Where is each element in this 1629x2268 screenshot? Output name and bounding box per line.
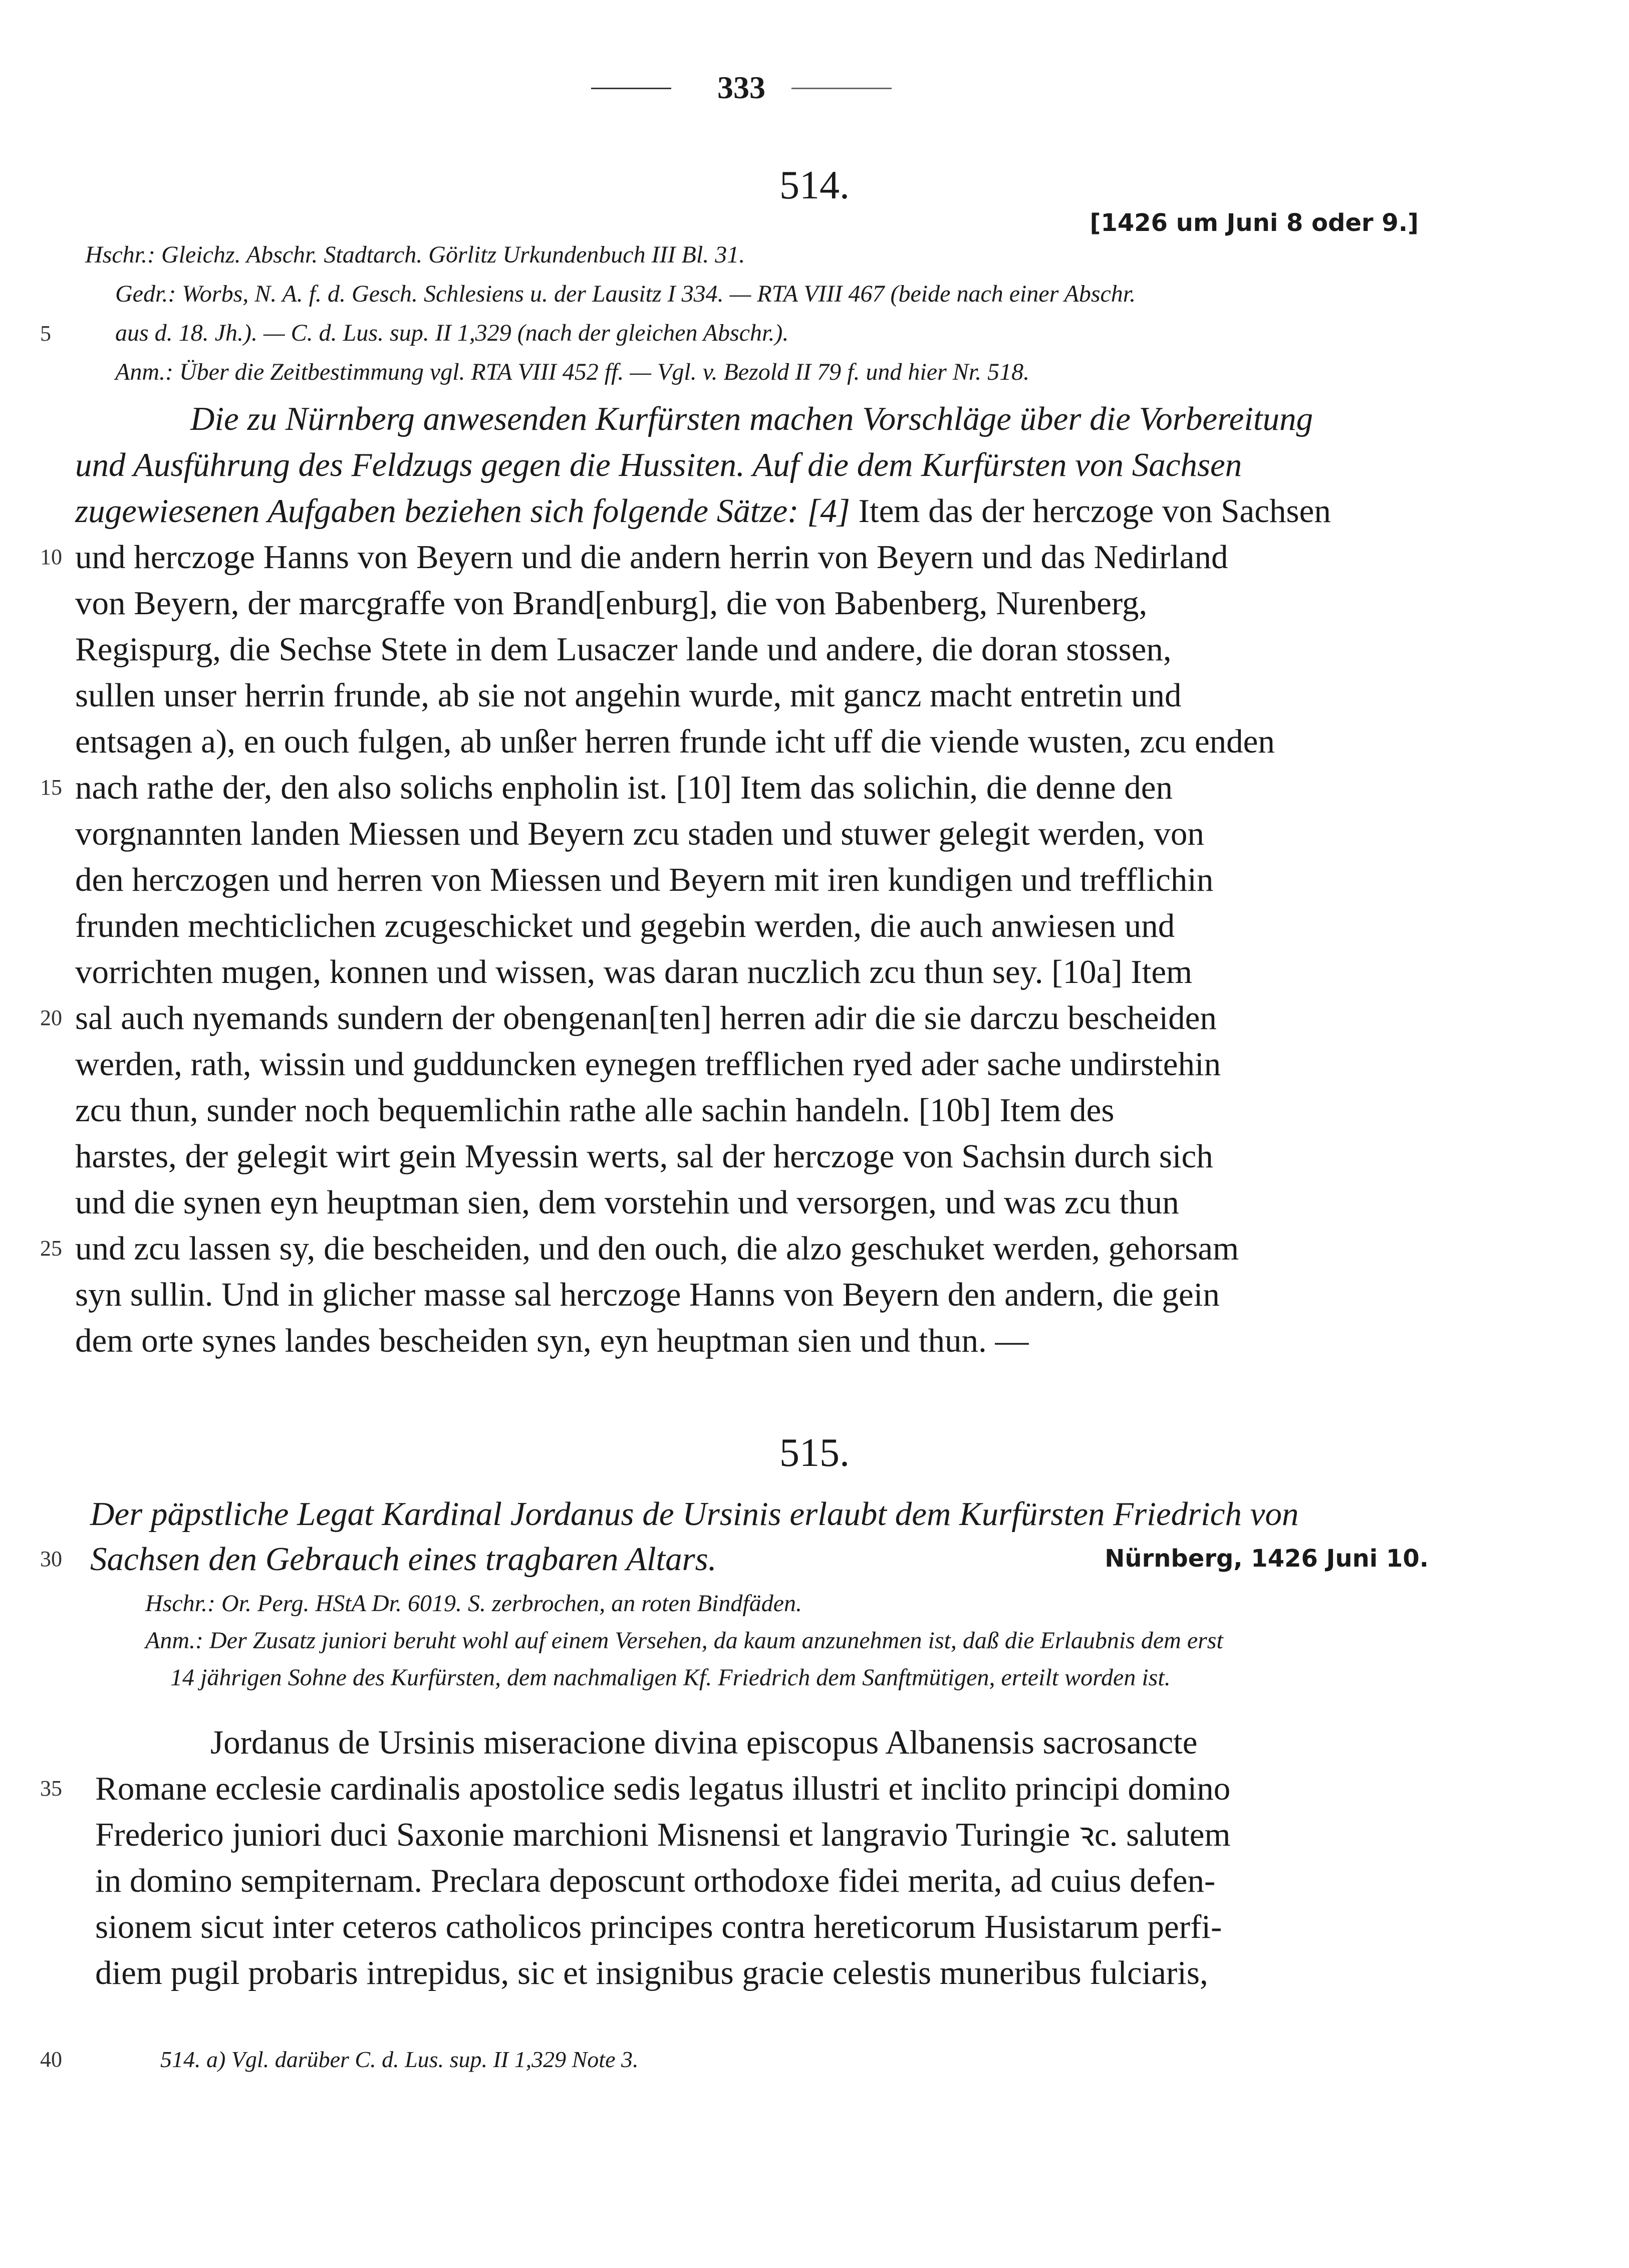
entry-514-text-start: Item das der herczoge von Sachsen — [850, 492, 1331, 530]
entry-515-meta-anm: Anm.: Der Zusatz juniori beruht wohl auf einem Versehen, da kaum anzunehmen ist, daß die Erlaubnis dem erst — [145, 1627, 1223, 1654]
entry-515-meta-anm-cont: 14 jährigen Sohne des Kurfürsten, dem nachmaligen Kf. Friedrich dem Sanftmütigen, erteilt worden ist. — [170, 1664, 1171, 1691]
footnote-514-a: 514. a) Vgl. darüber C. d. Lus. sup. II 1,329 Note 3. — [160, 2047, 639, 2072]
entry-514-text-line: und herczoge Hanns von Beyern und die andern herrin von Beyern und das Nedirland — [75, 539, 1228, 576]
entry-514-text-line: den herczogen und herren von Miessen und Beyern mit iren kundigen und trefflichin — [75, 861, 1214, 898]
entry-514-text-line: frunden mechticlichen zcugeschicket und gegebin werden, die auch anwiesen und — [75, 907, 1175, 944]
entry-514-text-line: von Beyern, der marcgraffe von Brand[enburg], die von Babenberg, Nurenberg, — [75, 585, 1148, 622]
entry-514-date: [1426 um Juni 8 oder 9.] — [1090, 209, 1419, 237]
entry-515-text-line: diem pugil probaris intrepidus, sic et insignibus gracie celestis muneribus fulciaris, — [95, 1954, 1208, 1991]
entry-515-summary-line-2: Sachsen den Gebrauch eines tragbaren Altars. — [90, 1541, 717, 1578]
entry-515-place-date: Nürnberg, 1426 Juni 10. — [1105, 1545, 1429, 1573]
header-rule-left — [591, 88, 671, 89]
entry-514-text-line: sullen unser herrin frunde, ab sie not angehin wurde, mit gancz macht entretin und — [75, 677, 1182, 714]
line-number-30: 30 — [40, 1547, 62, 1571]
entry-514-summary-line-3 — [75, 488, 1331, 534]
entry-514-text-line: syn sullin. Und in glicher masse sal herczoge Hanns von Beyern den andern, die gein — [75, 1276, 1220, 1313]
entry-515-text-line: Frederico juniori duci Saxonie marchioni Misnensi et langravio Turingie ꝛc. salutem — [95, 1816, 1231, 1853]
entry-514-text-line: sal auch nyemands sundern der obengenan[ten] herren adir die sie darczu bescheiden — [75, 999, 1217, 1037]
entry-514-summary-line-1: Die zu Nürnberg anwesenden Kurfürsten machen Vorschläge über die Vorbereitung — [190, 400, 1313, 437]
line-number-15: 15 — [40, 775, 62, 800]
entry-514-meta-anm: Anm.: Über die Zeitbestimmung vgl. RTA VIII 452 ff. — Vgl. v. Bezold II 79 f. und hier Nr. 518. — [115, 359, 1030, 385]
line-number-35: 35 — [40, 1776, 62, 1801]
entry-514-summary-line-2: und Ausführung des Feldzugs gegen die Hussiten. Auf die dem Kurfürsten von Sachsen — [75, 446, 1242, 483]
line-number-10: 10 — [40, 545, 62, 569]
page-header — [591, 60, 892, 115]
page-number: 333 — [717, 70, 765, 105]
entry-514-text-line: vorrichten mugen, konnen und wissen, was daran nuczlich zcu thun sey. [10a] Item — [75, 953, 1193, 990]
entry-514-text-line: dem orte synes landes bescheiden syn, eyn heuptman sien und thun. — — [75, 1322, 1029, 1359]
entry-514-text-line: vorgnannten landen Miessen und Beyern zcu staden und stuwer gelegit werden, von — [75, 815, 1204, 852]
entry-514-text-line: werden, rath, wissin und gudduncken eynegen trefflichen ryed ader sache undirstehin — [75, 1046, 1221, 1083]
entry-514-text-line: Regispurg, die Sechse Stete in dem Lusaczer lande und andere, die doran stossen, — [75, 631, 1172, 668]
header-rule-right — [791, 88, 892, 89]
line-number-25: 25 — [40, 1236, 62, 1261]
entry-514-text-line: und die synen eyn heuptman sien, dem vorstehin und versorgen, und was zcu thun — [75, 1184, 1179, 1221]
entry-515-text-line: sionem sicut inter ceteros catholicos principes contra hereticorum Husistarum perfi- — [95, 1908, 1222, 1945]
entry-514-summary-italic: zugewiesenen Aufgaben beziehen sich folgende Sätze: [4] — [75, 492, 850, 530]
entry-515-meta-hschr: Hschr.: Or. Perg. HStA Dr. 6019. S. zerbrochen, an roten Bindfäden. — [145, 1590, 802, 1617]
line-number-40: 40 — [40, 2047, 62, 2072]
entry-515-text-line: Romane ecclesie cardinalis apostolice sedis legatus illustri et inclito principi domino — [95, 1770, 1231, 1807]
entry-514-text-line: und zcu lassen sy, die bescheiden, und den ouch, die alzo geschuket werden, gehorsam — [75, 1230, 1239, 1267]
entry-514-number: 514. — [779, 163, 850, 207]
entry-514-text-line: harstes, der gelegit wirt gein Myessin werts, sal der herczoge von Sachsin durch sich — [75, 1138, 1213, 1175]
entry-515-text-line: Jordanus de Ursinis miseracione divina episcopus Albanensis sacrosancte — [210, 1724, 1198, 1761]
entry-514-meta-gedr: Gedr.: Worbs, N. A. f. d. Gesch. Schlesiens u. der Lausitz I 334. — RTA VIII 467 (beide nach einer Abschr. — [115, 281, 1136, 307]
entry-514-text-line: zcu thun, sunder noch bequemlichin rathe alle sachin handeln. [10b] Item des — [75, 1092, 1115, 1129]
line-number-5: 5 — [40, 321, 51, 346]
entry-514-text-line: nach rathe der, den also solichs enpholin ist. [10] Item das solichin, die denne den — [75, 769, 1173, 806]
entry-515-number: 515. — [779, 1431, 850, 1475]
entry-514-meta-gedr-cont: aus d. 18. Jh.). — C. d. Lus. sup. II 1,329 (nach der gleichen Abschr.). — [115, 320, 789, 346]
entry-515-text-line: in domino sempiternam. Preclara deposcunt orthodoxe fidei merita, ad cuius defen- — [95, 1862, 1216, 1899]
entry-514-text-line: entsagen a), en ouch fulgen, ab unßer herren frunde icht uff die viende wusten, zcu enden — [75, 723, 1275, 760]
entry-514-meta-hschr: Hschr.: Gleichz. Abschr. Stadtarch. Görlitz Urkundenbuch III Bl. 31. — [85, 241, 745, 268]
line-number-20: 20 — [40, 1005, 62, 1030]
entry-515-summary-line-1: Der päpstliche Legat Kardinal Jordanus de Ursinis erlaubt dem Kurfürsten Friedrich von — [90, 1495, 1299, 1533]
